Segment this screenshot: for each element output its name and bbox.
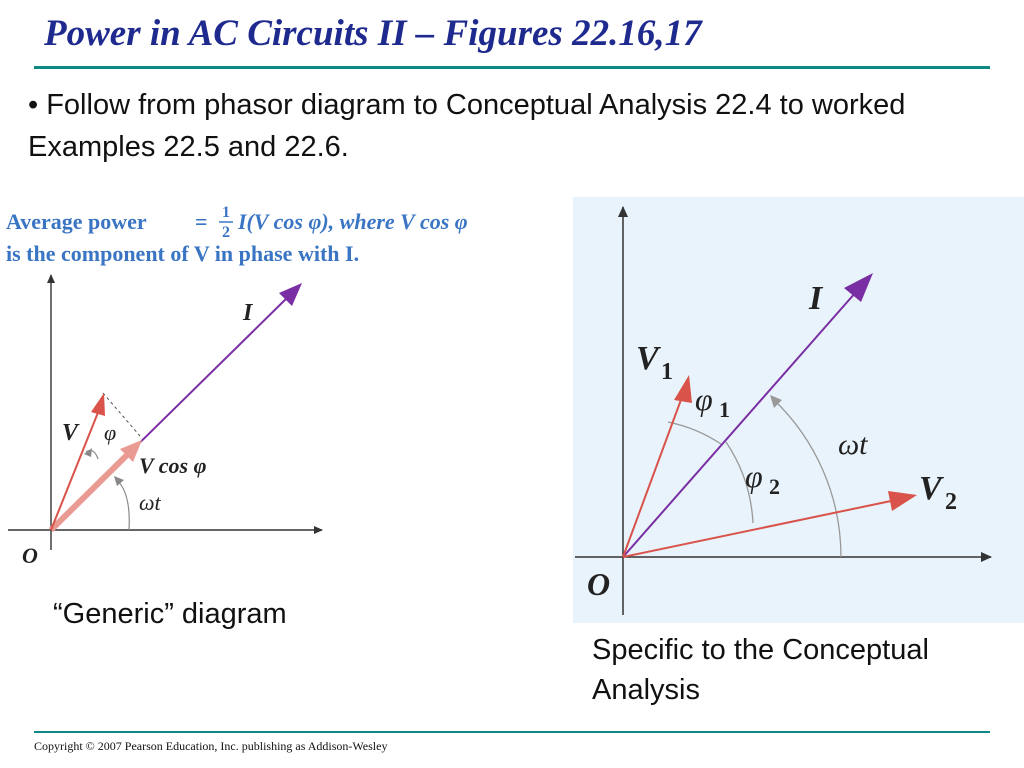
label-origin: O <box>22 543 38 568</box>
label-V1: V <box>636 340 659 377</box>
wt-arc <box>118 481 129 530</box>
bullet-text: • Follow from phasor diagram to Conceptual Analysis 22.4 to worked Examples 22.5 and 22.6. <box>28 89 906 163</box>
label-phi1: φ <box>695 381 713 417</box>
generic-phasor-diagram <box>0 195 560 585</box>
footer-divider <box>34 731 990 733</box>
diagram-panel-bg <box>573 197 1024 623</box>
slide-title: Power in AC Circuits II – Figures 22.16,17 <box>44 13 702 54</box>
label-I: I <box>243 300 253 326</box>
caption-frac-num: 1 <box>222 204 230 221</box>
caption-equals: = <box>195 209 208 234</box>
label-phi2: φ <box>745 458 763 494</box>
label-omega-t: ωt <box>139 490 161 515</box>
specific-phasor-diagram <box>573 197 1024 623</box>
caption-line1-b: I(V cos φ), where V cos φ <box>238 209 468 234</box>
copyright-footer: Copyright © 2007 Pearson Education, Inc. publishing as Addison-Wesley <box>34 739 388 753</box>
voltage-phasor-arrowhead <box>91 393 105 416</box>
caption-line2: is the component of V in phase with I. <box>6 241 360 266</box>
caption-line1-a: Average power <box>6 209 147 234</box>
label-omega-t: ωt <box>838 428 868 461</box>
label-origin: O <box>587 566 611 602</box>
label-phi1-sub: 1 <box>719 397 730 422</box>
wt-arc-arrowhead <box>114 476 124 486</box>
caption-generic-diagram: “Generic” diagram <box>53 598 287 630</box>
label-V2: V <box>919 470 942 507</box>
label-vcos-phi: V cos φ <box>139 453 207 478</box>
label-V2-sub: 2 <box>945 489 957 515</box>
label-phi2-sub: 2 <box>769 474 780 499</box>
label-V: V <box>62 420 79 446</box>
power-formula-caption-line1 <box>6 209 147 234</box>
vcos-phasor <box>51 452 130 530</box>
caption-frac-den: 2 <box>222 224 230 241</box>
label-I: I <box>809 280 823 317</box>
caption-specific-diagram: Specific to the Conceptual Analysis <box>592 634 929 706</box>
label-V1-sub: 1 <box>661 359 673 385</box>
label-phi: φ <box>104 420 117 445</box>
phi-arc-arrowhead <box>84 448 92 457</box>
title-divider <box>34 66 990 69</box>
